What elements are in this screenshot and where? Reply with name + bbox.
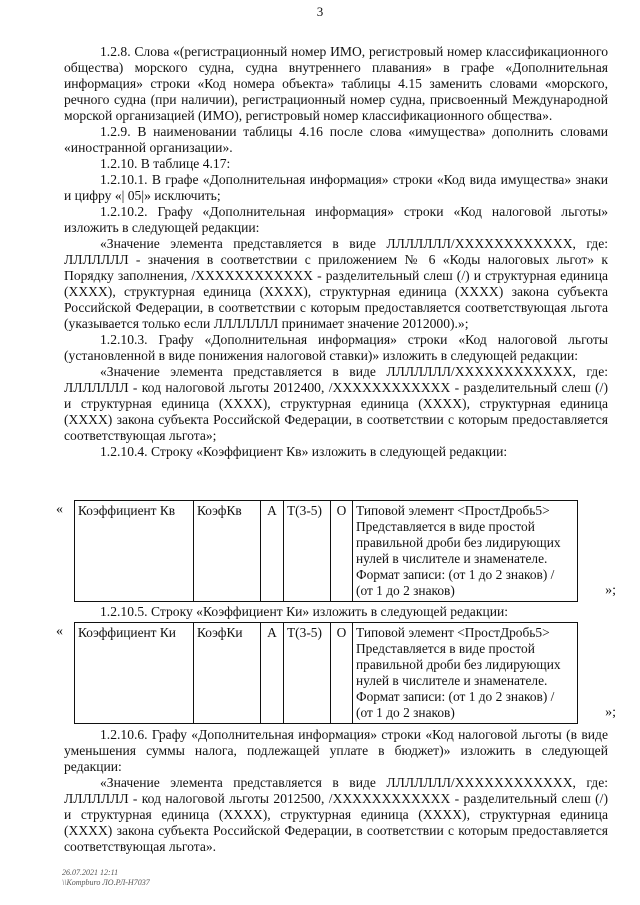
footer-date: 26.07.2021 12:11 [62,868,119,877]
page-number: 3 [316,4,324,19]
cell-type: А [261,623,284,724]
paragraph-1-2-10-1: 1.2.10.1. В графе «Дополнительная информация» строки «Код вида имущества» знаки и цифру «| 05|» исключить; [64,172,608,203]
paragraph-1-2-8: 1.2.8. Слова «(регистрационный номер ИМО, регистровый номер классификационного общества) морского судна, судна внутреннего плавания» в графе «Дополнительная информация» строки «Код номера объекта» таблицы 4.15 заменить словами «морского, речного судна (при наличии), регистрационный номер судна, присвоенный Международной морской организацией (ИМО), регистровый номер классификационного общества». [64,44,608,123]
paragraph-quote-3: «Значение элемента представляется в виде ЛЛЛЛЛЛЛ/ХХХХХХХХХХХХ, где: ЛЛЛЛЛЛЛ - код налоговой льготы 2012500, /ХХХХХХХХХХХХ - разделительный слеш (/) и структурная единица (ХХХХ), структурная единица (ХХХХ), структурная единица (ХХХХ) закона субъекта Российской Федерации, в соответствии с которым предоставляется соответствующая льгота». [64,775,608,854]
text-block-3 [64,727,608,855]
footer-stamp [62,868,150,888]
paragraph-1-2-9: 1.2.9. В наименовании таблицы 4.16 после слова «имущества» дополнить словами «иностранной организации». [64,124,608,155]
cell-type: А [261,501,284,602]
paragraph-1-2-10: 1.2.10. В таблице 4.17: [100,156,231,171]
quote-open: « [56,624,63,639]
cell-info: Типовой элемент <ПростДробь5> Представляется в виде простой правильной дроби без лидирующих нулей в числителе и знаменателе. Формат записи: (от 1 до 2 знаков) / (от 1 до 2 знаков) [353,501,578,602]
paragraph-1-2-10-6: 1.2.10.6. Графу «Дополнительная информация» строки «Код налоговой льготы (в виде уменьшения суммы налога, подлежащей уплате в бюджет)» изложить в следующей редакции: [64,727,608,774]
quote-close: »; [605,705,616,720]
footer-path: \\Kompburo ЛО.РЛ-Н7037 [62,878,150,887]
cell-info: Типовой элемент <ПростДробь5> Представляется в виде простой правильной дроби без лидирующих нулей в числителе и знаменателе. Формат записи: (от 1 до 2 знаков) / (от 1 до 2 знаков) [353,623,578,724]
quote-open: « [56,502,63,517]
cell-req: О [331,501,353,602]
table-ki-wrap [56,622,616,723]
text-block-1 [64,44,608,460]
cell-code: КоэфКв [194,501,261,602]
cell-format: Т(3-5) [284,501,331,602]
quote-close: »; [605,583,616,598]
table-row [75,501,578,602]
paragraph-1-2-10-5: 1.2.10.5. Строку «Коэффициент Ки» изложить в следующей редакции: [100,604,509,619]
paragraph-1-2-10-3: 1.2.10.3. Графу «Дополнительная информация» строки «Код налоговой льготы (установленной в виде понижения налоговой ставки)» изложить в следующей редакции: [64,332,608,363]
cell-format: Т(3-5) [284,623,331,724]
paragraph-quote-1: «Значение элемента представляется в виде ЛЛЛЛЛЛЛ/ХХХХХХХХХХХХ, где: ЛЛЛЛЛЛЛ - значения в соответствии с приложением № 6 «Коды налоговых льгот» к Порядку заполнения, /ХХХХХХХХХХХХ - разделительный слеш (/) и структурная единица (ХХХХ), структурная единица (ХХХХ), структурная единица (ХХХХ) закона субъекта Российской Федерации, в соответствии с которым предоставляется соответствующая льгота (указывается только если ЛЛЛЛЛЛЛ принимает значение 2012000).»; [64,236,608,331]
text-heading-ki [64,604,608,620]
table-ki [74,622,578,724]
table-row [75,623,578,724]
cell-code: КоэфКи [194,623,261,724]
paragraph-1-2-10-2: 1.2.10.2. Графу «Дополнительная информация» строки «Код налоговой льготы» изложить в следующей редакции: [64,204,608,235]
cell-req: О [331,623,353,724]
cell-name: Коэффициент Ки [75,623,194,724]
table-kv-wrap [56,500,616,601]
paragraph-quote-2: «Значение элемента представляется в виде ЛЛЛЛЛЛЛ/ХХХХХХХХХХХХ, где: ЛЛЛЛЛЛЛ - код налоговой льготы 2012400, /ХХХХХХХХХХХХ - разделительный слеш (/) и структурная единица (ХХХХ), структурная единица (ХХХХ), структурная единица (ХХХХ) закона субъекта Российской Федерации, в соответствии с которым предоставляется соответствующая льгота»; [64,364,608,443]
paragraph-1-2-10-4: 1.2.10.4. Строку «Коэффициент Кв» изложить в следующей редакции: [100,444,508,459]
cell-name: Коэффициент Кв [75,501,194,602]
table-kv [74,500,578,602]
